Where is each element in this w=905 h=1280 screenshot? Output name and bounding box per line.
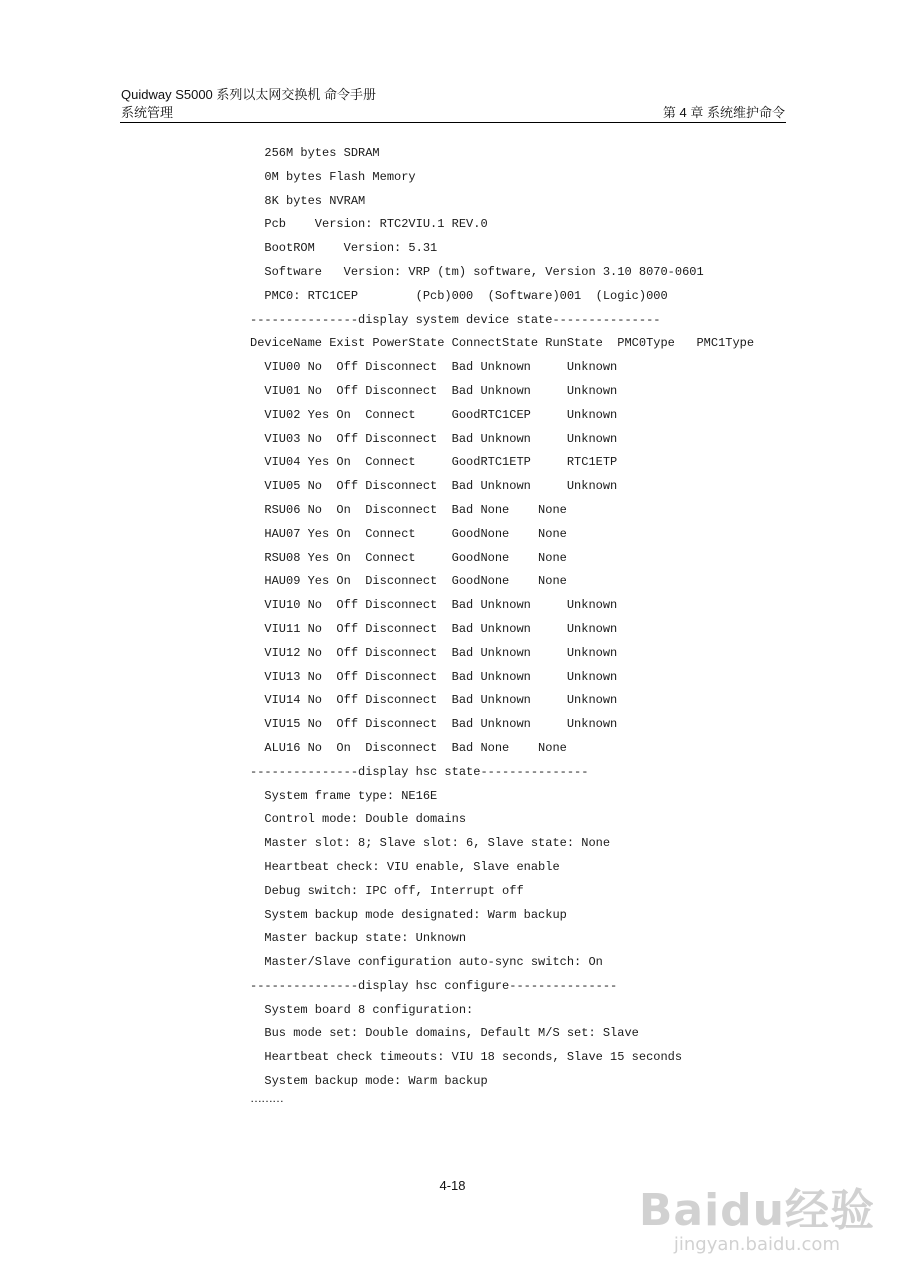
code-line: VIU00 No Off Disconnect Bad Unknown Unknown	[250, 360, 618, 375]
code-line: System frame type: NE16E	[250, 788, 438, 803]
code-line: Software Version: VRP (tm) software, Version 3.10 8070-0601	[250, 264, 704, 279]
code-line: VIU14 No Off Disconnect Bad Unknown Unknown	[250, 693, 618, 708]
code-line: VIU02 Yes On Connect GoodRTC1CEP Unknown	[250, 407, 618, 422]
document-title: Quidway S5000 系列以太网交换机 命令手册	[121, 87, 377, 102]
watermark-url: jingyan.baidu.com	[673, 1234, 840, 1255]
baidu-watermark	[638, 1185, 875, 1255]
code-line: Bus mode set: Double domains, Default M/S set: Slave	[250, 1026, 639, 1041]
code-line: Heartbeat check: VIU enable, Slave enable	[250, 859, 560, 874]
code-line: VIU10 No Off Disconnect Bad Unknown Unknown	[250, 598, 618, 613]
code-line: Master/Slave configuration auto-sync switch: On	[250, 955, 603, 970]
code-line: VIU12 No Off Disconnect Bad Unknown Unknown	[250, 645, 618, 660]
chapter-title: 第 4 章 系统维护命令	[662, 105, 785, 120]
code-line: Pcb Version: RTC2VIU.1 REV.0	[250, 217, 488, 232]
header-rule	[120, 122, 786, 123]
code-line: VIU05 No Off Disconnect Bad Unknown Unknown	[250, 479, 618, 494]
code-line: Master backup state: Unknown	[250, 931, 467, 946]
code-line: HAU07 Yes On Connect GoodNone None	[250, 526, 567, 541]
command-output-block	[250, 142, 754, 1094]
code-line: 256M bytes SDRAM	[250, 146, 380, 160]
code-line: VIU03 No Off Disconnect Bad Unknown Unknown	[250, 431, 618, 446]
code-line: RSU06 No On Disconnect Bad None None	[250, 502, 567, 517]
code-line: Heartbeat check timeouts: VIU 18 seconds, Slave 15 seconds	[250, 1050, 683, 1065]
code-line: System board 8 configuration:	[250, 1002, 474, 1017]
code-line: ALU16 No On Disconnect Bad None None	[250, 740, 567, 755]
code-line: DeviceName Exist PowerState ConnectState RunState PMC0Type PMC1Type	[250, 336, 755, 351]
code-line: RSU08 Yes On Connect GoodNone None	[250, 550, 567, 565]
code-line: Master slot: 8; Slave slot: 6, Slave state: None	[250, 836, 611, 851]
code-line: 8K bytes NVRAM	[250, 193, 366, 208]
code-line: ---------------display system device state---------------	[250, 312, 661, 327]
code-line: VIU13 No Off Disconnect Bad Unknown Unknown	[250, 669, 618, 684]
code-line: VIU04 Yes On Connect GoodRTC1ETP RTC1ETP	[250, 455, 618, 470]
watermark-brand: Baidu经验	[638, 1185, 875, 1236]
code-line: Debug switch: IPC off, Interrupt off	[250, 883, 524, 898]
code-line: ---------------display hsc state---------------	[250, 764, 589, 779]
code-line: VIU11 No Off Disconnect Bad Unknown Unknown	[250, 621, 618, 636]
section-title: 系统管理	[121, 105, 174, 120]
code-line: System backup mode designated: Warm backup	[250, 907, 567, 922]
code-line: ---------------display hsc configure---------------	[250, 978, 618, 993]
ellipsis: ………	[250, 1091, 283, 1105]
code-line: HAU09 Yes On Disconnect GoodNone None	[250, 574, 567, 589]
code-line: BootROM Version: 5.31	[250, 241, 438, 256]
code-line: Control mode: Double domains	[250, 812, 467, 827]
code-line: 0M bytes Flash Memory	[250, 169, 416, 184]
code-line: PMC0: RTC1CEP (Pcb)000 (Software)001 (Logic)000	[250, 288, 668, 303]
page-number: 4-18	[439, 1178, 466, 1193]
code-line: System backup mode: Warm backup	[250, 1074, 488, 1089]
code-line: VIU01 No Off Disconnect Bad Unknown Unknown	[250, 383, 618, 398]
code-line: VIU15 No Off Disconnect Bad Unknown Unknown	[250, 717, 618, 732]
